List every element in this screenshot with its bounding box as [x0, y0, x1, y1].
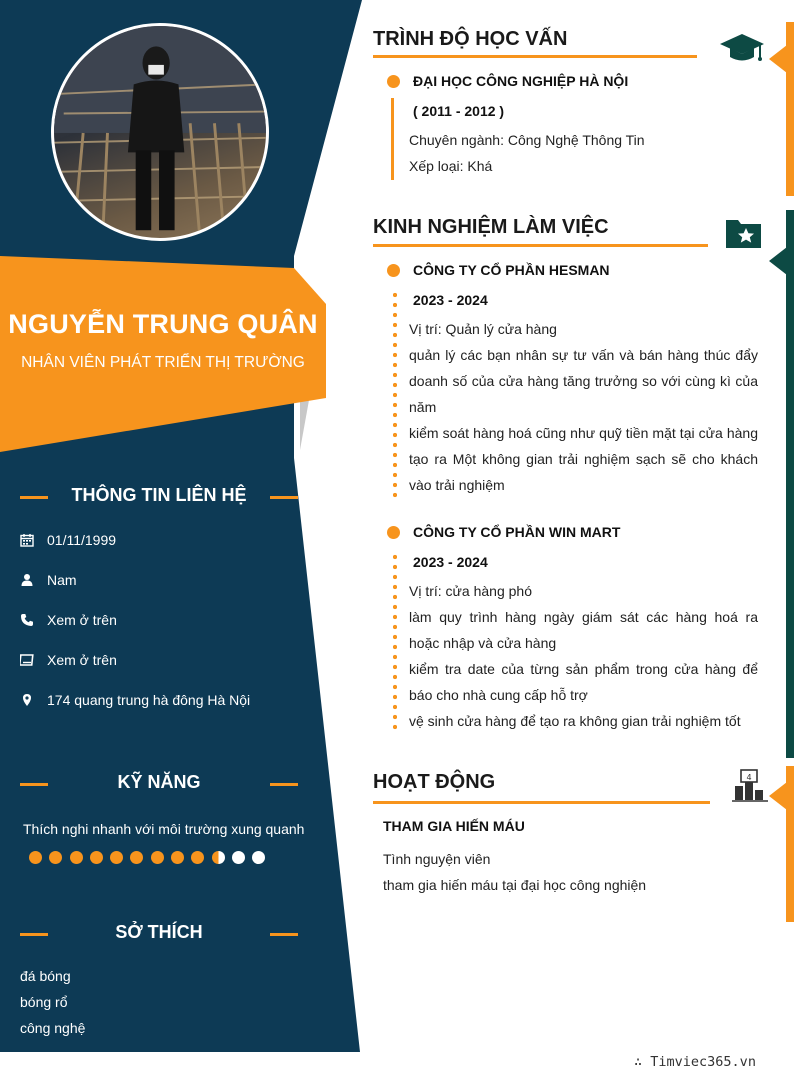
- heading-underline: [373, 801, 710, 804]
- profile-photo: [51, 23, 269, 241]
- job-line: tạo ra Một không gian trải nghiệm sạch sẽ cho khách: [409, 451, 758, 467]
- skill-rating-dot: [232, 851, 245, 864]
- dots-triangle-icon: ∴: [634, 1054, 643, 1070]
- star-folder-icon: [724, 216, 764, 250]
- skill-rating-dot: [151, 851, 164, 864]
- skill-rating-dot: [110, 851, 123, 864]
- entry-line: [391, 98, 394, 180]
- skill-rating-dot: [171, 851, 184, 864]
- activity-line: Tình nguyện viên: [383, 851, 491, 867]
- skill-rating-dot: [49, 851, 62, 864]
- entry-dotted-line: [393, 552, 397, 732]
- job-line: kiểm tra date của từng sản phẩm trong cửa hàng để: [409, 661, 758, 677]
- footer-brand-text: Timviec365.vn: [650, 1054, 756, 1070]
- contact-gender: [20, 570, 77, 590]
- contact-phone: [20, 610, 117, 630]
- job-line: Vị trí: Quản lý cửa hàng: [409, 321, 557, 337]
- candidate-name: NGUYỄN TRUNG QUÂN: [8, 309, 318, 339]
- contact-birthday: [20, 530, 116, 550]
- job-line: vệ sinh cửa hàng để tạo ra không gian trải nghiệm tốt: [409, 713, 741, 729]
- job-line: năm: [409, 399, 437, 415]
- company-name: CÔNG TY CỔ PHẦN HESMAN: [413, 262, 610, 278]
- skill-rating-dot: [130, 851, 143, 864]
- job-line: kiểm soát hàng hoá cũng như quỹ tiền mặt tại cửa hàng: [409, 425, 758, 441]
- activities-heading: HOẠT ĐỘNG: [373, 771, 496, 793]
- job-line: vào trải nghiệm: [409, 477, 505, 493]
- job-line: doanh số của cửa hàng tăng trưởng so với cùng kì của: [409, 373, 758, 389]
- experience-heading: KINH NGHIỆM LÀM VIỆC: [373, 216, 609, 238]
- edge-arrow: [769, 782, 787, 810]
- job-description: [409, 316, 758, 498]
- contact-address: [20, 690, 250, 710]
- activity-title: THAM GIA HIẾN MÁU: [383, 818, 525, 834]
- podium-icon: [732, 768, 768, 802]
- address-value: 174 quang trung hà đông Hà Nội: [47, 692, 251, 708]
- hobbies-heading-text: SỞ THÍCH: [115, 922, 203, 942]
- edge-accent-orange: [786, 22, 794, 196]
- edge-accent-green: [786, 210, 794, 758]
- email-value: Xem ở trên: [47, 652, 117, 668]
- skill-rating-dot: [212, 851, 225, 864]
- candidate-position: NHÂN VIÊN PHÁT TRIỂN THỊ TRƯỜNG: [21, 354, 305, 371]
- hobby-item: bóng rổ: [20, 994, 68, 1010]
- company-name: CÔNG TY CỔ PHẦN WIN MART: [413, 524, 621, 540]
- skill-name: Thích nghi nhanh với môi trường xung quanh: [23, 821, 305, 837]
- contact-email: [20, 650, 117, 670]
- skill-rating-dot: [70, 851, 83, 864]
- education-period: ( 2011 - 2012 ): [413, 103, 505, 119]
- job-line: hoặc nhập và cửa hàng: [409, 635, 557, 651]
- hobbies-heading: [20, 922, 298, 946]
- job-line: làm quy trình hàng ngày giám sát các hàng hoá ra: [409, 609, 758, 625]
- heading-dash: [270, 496, 298, 499]
- footer-brand[interactable]: [634, 1054, 756, 1070]
- heading-underline: [373, 244, 708, 247]
- skill-rating-dot: [191, 851, 204, 864]
- location-icon: [20, 693, 34, 707]
- job-line: báo cho nhà cung cấp hỗ trợ: [409, 687, 588, 703]
- gender-value: Nam: [47, 572, 77, 588]
- phone-icon: [20, 613, 34, 627]
- skill-rating-dot: [90, 851, 103, 864]
- entry-dotted-line: [393, 290, 397, 498]
- birthday-value: 01/11/1999: [47, 532, 117, 548]
- edge-arrow: [769, 45, 787, 73]
- education-rank: Xếp loại: Khá: [409, 158, 493, 174]
- contact-heading-text: THÔNG TIN LIÊN HỆ: [71, 485, 247, 505]
- skills-heading-text: KỸ NĂNG: [117, 772, 201, 792]
- graduation-cap-icon: [719, 32, 765, 64]
- edge-arrow: [769, 247, 787, 275]
- person-icon: [20, 573, 34, 587]
- job-line: quản lý các bạn nhân sự tư vấn và bán hàng thúc đẩy: [409, 347, 758, 363]
- job-period: 2023 - 2024: [413, 554, 488, 570]
- heading-dash: [270, 933, 298, 936]
- education-major: Chuyên ngành: Công Nghệ Thông Tin: [409, 132, 645, 148]
- skill-rating: [29, 851, 265, 864]
- email-icon: [20, 653, 34, 667]
- skill-rating-dot: [29, 851, 42, 864]
- heading-dash: [270, 783, 298, 786]
- heading-underline: [373, 55, 697, 58]
- activity-line: tham gia hiến máu tại đại học công nghiện: [383, 877, 647, 893]
- calendar-icon: [20, 533, 34, 547]
- phone-value: Xem ở trên: [47, 612, 117, 628]
- school-name: ĐẠI HỌC CÔNG NGHIỆP HÀ NỘI: [413, 73, 629, 89]
- entry-bullet: [387, 264, 400, 277]
- entry-bullet: [387, 75, 400, 88]
- svg-text:4: 4: [746, 773, 752, 782]
- skill-rating-dot: [252, 851, 265, 864]
- job-line: Vị trí: cửa hàng phó: [409, 583, 532, 599]
- hobby-item: công nghệ: [20, 1020, 86, 1036]
- edge-accent-orange: [786, 766, 794, 922]
- contact-heading: [20, 485, 298, 509]
- education-heading: TRÌNH ĐỘ HỌC VẤN: [373, 28, 568, 50]
- job-description: [409, 578, 758, 734]
- skills-heading: [20, 772, 298, 796]
- job-period: 2023 - 2024: [413, 292, 488, 308]
- hobby-item: đá bóng: [20, 968, 71, 984]
- entry-bullet: [387, 526, 400, 539]
